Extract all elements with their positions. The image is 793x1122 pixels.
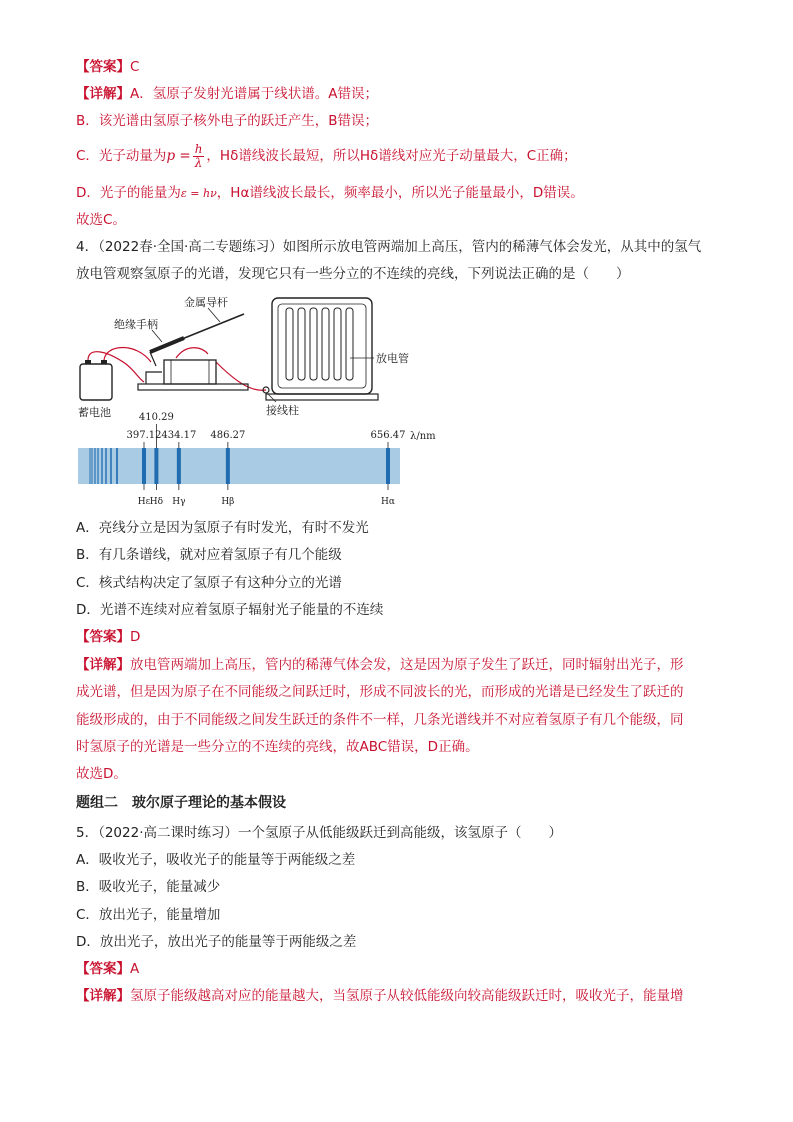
question-4-line-1: 4．（2022春·全国·高二专题练习）如图所示放电管两端加上高压，管内的稀薄气体会发光，从其中的氢气 <box>76 239 702 255</box>
explain-c-post: ，Hδ谱线波长最短，所以Hδ谱线对应光子动量最大，C正确； <box>206 148 577 164</box>
explain-5-line-1: 【详解】氢原子能级越高对应的能量越大，当氢原子从较低能级向较高能级跃迁时，吸收光子，能量增 <box>76 988 684 1004</box>
answer-line-4: 【答案】D <box>76 629 141 645</box>
question-5: 5．（2022·高二课时练习）一个氢原子从低能级跃迁到高能级，该氢原子（ ） <box>76 825 562 841</box>
line-name-3: Hβ <box>221 497 235 507</box>
explain-line-c <box>76 142 577 170</box>
wavelength-label-2: 434.17 <box>161 430 197 441</box>
option-4c: C．核式结构决定了氢原子有这种分立的光谱 <box>76 575 342 591</box>
battery-label: 蓄电池 <box>78 406 111 419</box>
spectral-line-0 <box>142 448 146 484</box>
spectral-line-1 <box>154 448 158 484</box>
discharge-tube-figure <box>76 292 496 522</box>
explain-tag: 【详解】 <box>76 86 130 102</box>
spectrum-unit: λ/nm <box>410 431 436 442</box>
option-5d: D．放出光子，放出光子的能量等于两能级之差 <box>76 934 357 950</box>
explain-d-post: ，Hα谱线波长最长，频率最小，所以光子能量最小，D错误。 <box>216 185 584 201</box>
explain-text: A．氢原子发射光谱属于线状谱。A错误； <box>130 86 378 102</box>
spectral-line-3 <box>226 448 230 484</box>
induction-coil-icon <box>164 360 216 384</box>
momentum-formula: p = <box>166 148 191 164</box>
spectrum <box>78 412 436 507</box>
answer-value: C <box>130 59 140 75</box>
line-name-0: Hε <box>137 497 151 507</box>
energy-formula: ε = hν <box>180 187 217 200</box>
answer-line-3 <box>76 57 139 77</box>
answer-line-5: 【答案】A <box>76 961 140 977</box>
spectral-line-4 <box>386 448 390 484</box>
line-name-4: Hα <box>381 497 395 507</box>
wavelength-label-0: 397.12 <box>126 430 162 441</box>
explain-d-pre: D．光子的能量为 <box>76 185 181 201</box>
rod-label: 金属导杆 <box>184 296 228 309</box>
explain-line-d <box>76 183 584 204</box>
choice-line-4: 故选D。 <box>76 766 127 782</box>
option-4a: A．亮线分立是因为氢原子有时发光，有时不发光 <box>76 520 369 536</box>
line-name-2: Hγ <box>172 497 186 507</box>
explain-line-b: B．该光谱由氢原子核外电子的跃迁产生，B错误； <box>76 113 379 129</box>
choice-line-3: 故选C。 <box>76 212 126 228</box>
answer-tag: 【答案】 <box>76 59 130 75</box>
option-4b: B．有几条谱线，就对应着氢原子有几个能级 <box>76 547 342 563</box>
explain-4-line-3: 能级形成的，由于不同能级之间发生跃迁的条件不一样，几条光谱线并不对应着氢原子有几个能级，同 <box>76 712 684 728</box>
explain-line <box>76 84 378 104</box>
section-heading: 题组二 玻尔原子理论的基本假设 <box>76 795 286 811</box>
battery-icon <box>80 364 112 400</box>
line-name-1: Hδ <box>149 497 164 507</box>
fraction-h-lambda: $\frac{h}{\lambda}$ <box>194 141 203 170</box>
option-4d: D．光谱不连续对应着氢原子辐射光子能量的不连续 <box>76 602 384 618</box>
handle-label: 绝缘手柄 <box>114 318 158 331</box>
explain-4-line-2: 成光谱，但是因为原子在不同能级之间跃迁时，形成不同波长的光，而形成的光谱是已经发生了跃迁的 <box>76 684 684 700</box>
option-5a: A．吸收光子，吸收光子的能量等于两能级之差 <box>76 852 356 868</box>
spectrum-band <box>78 448 400 484</box>
explain-4-line-1: 【详解】放电管两端加上高压，管内的稀薄气体会发，这是因为原子发生了跃迁，同时辐射出光子，形 <box>76 657 684 673</box>
wavelength-label-1: 410.29 <box>138 412 174 423</box>
tube-label: 放电管 <box>376 352 409 365</box>
option-5b: B．吸收光子，能量减少 <box>76 879 221 895</box>
wavelength-label-4: 656.47 <box>370 430 406 441</box>
spectral-line-2 <box>177 448 181 484</box>
question-4-line-2: 放电管观察氢原子的光谱，发现它只有一些分立的不连续的亮线，下列说法正确的是（ ） <box>76 266 630 282</box>
option-5c: C．放出光子，能量增加 <box>76 907 221 923</box>
explain-c-pre: C．光子动量为 <box>76 148 167 164</box>
explain-4-line-4: 时氢原子的光谱是一些分立的不连续的亮线，故ABC错误，D正确。 <box>76 739 479 755</box>
terminal-label: 接线柱 <box>266 404 299 417</box>
wavelength-label-3: 486.27 <box>210 430 246 441</box>
